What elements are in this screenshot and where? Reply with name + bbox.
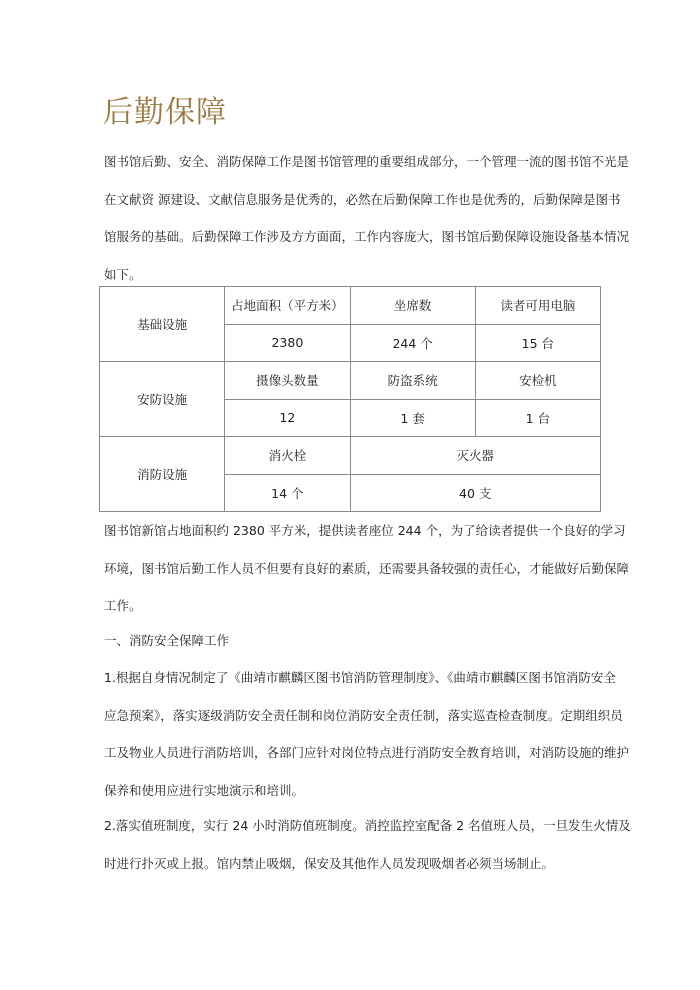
item2-line: 时进行扑灭或上报。馆内禁止吸烟，保安及其他作人员发现吸烟者必须当场制止。: [104, 855, 555, 871]
header-cell: 防盗系统: [350, 362, 475, 400]
header-cell: 灭火器: [350, 437, 601, 475]
value-cell: 1 套: [350, 399, 475, 437]
header-cell: 安检机: [475, 362, 600, 400]
item1-line: 1.根据自身情况制定了《曲靖市麒麟区图书馆消防管理制度》、《曲靖市麒麟区图书馆消防安全: [104, 670, 616, 685]
item1-line: 应急预案》，落实逐级消防安全责任制和岗位消防安全责任制，落实巡查检查制度。定期组织员: [104, 707, 623, 723]
value-cell: 14 个: [225, 474, 350, 512]
item1-paragraph: [104, 659, 630, 809]
item2-line: 2.落实值班制度，实行 24 小时消防值班制度。消控监控室配备 2 名值班人员，一旦发生火情及: [104, 818, 631, 833]
table-row: [100, 437, 601, 475]
value-cell: 40 支: [350, 474, 601, 512]
category-cell: 安防设施: [100, 362, 225, 437]
intro-line: 馆服务的基础。后勤保障工作涉及方方面面，工作内容庞大，图书馆后勤保障设施设备基本情况: [104, 229, 630, 244]
header-cell: 读者可用电脑: [475, 287, 600, 325]
summary-line: 环境，图书馆后勤工作人员不但要有良好的素质，还需要具备较强的责任心，才能做好后勤保障: [104, 560, 630, 576]
value-cell: 244 个: [350, 324, 475, 362]
summary-line: 图书馆新馆占地面积约 2380 平方米，提供读者座位 244 个，为了给读者提供一个良好的学习: [104, 523, 626, 538]
intro-line: 图书馆后勤、安全、消防保障工作是图书馆管理的重要组成部分，一个管理一流的图书馆不光是: [104, 154, 630, 169]
header-cell: 摄像头数量: [225, 362, 350, 400]
intro-paragraph: [104, 143, 630, 293]
page-title: 后勤保障: [103, 95, 227, 130]
value-cell: 15 台: [475, 324, 600, 362]
summary-line: 工作。: [104, 598, 142, 613]
facilities-table: [99, 286, 601, 512]
value-cell: 12: [225, 399, 350, 437]
table-row: [100, 362, 601, 400]
value-cell: 2380: [225, 324, 350, 362]
intro-line: 在文献资 源建设、文献信息服务是优秀的，必然在后勤保障工作也是优秀的，后勤保障是图书: [104, 191, 621, 207]
section-heading: [104, 622, 604, 660]
header-cell: 坐席数: [350, 287, 475, 325]
category-cell: 基础设施: [100, 287, 225, 362]
intro-line: 如下。: [104, 266, 142, 282]
value-cell: 1 台: [475, 399, 600, 437]
category-cell: 消防设施: [100, 437, 225, 512]
section-heading-text: 一、消防安全保障工作: [104, 633, 230, 648]
item2-paragraph: [104, 807, 631, 882]
item1-line: 工及物业人员进行消防培训，各部门应针对岗位特点进行消防安全教育培训，对消防设施的维护: [104, 745, 630, 760]
summary-paragraph: [104, 512, 630, 625]
header-cell: 消火栓: [225, 437, 350, 475]
item1-line: 保养和使用应进行实地演示和培训。: [104, 782, 305, 798]
table-row: [100, 287, 601, 325]
header-cell: 占地面积（平方米）: [225, 287, 350, 325]
